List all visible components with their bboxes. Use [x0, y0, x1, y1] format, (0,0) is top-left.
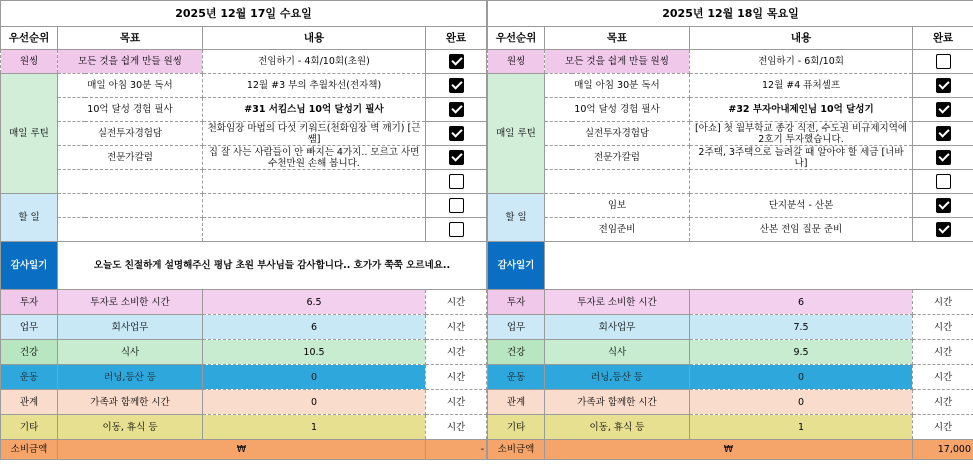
stat-label: 관계 [1, 390, 58, 415]
wonsing-goal: 모든 것을 쉽게 만들 원씽 [58, 50, 203, 74]
routine-content[interactable]: #31 서킴스님 10억 달성기 필사 [203, 98, 426, 122]
todo-label: 할 일 [488, 194, 545, 242]
routine-content[interactable] [690, 170, 913, 194]
stat-description: 가족과 함께한 시간 [58, 390, 203, 415]
day-table [487, 0, 973, 460]
col-goal-header: 목표 [545, 27, 690, 50]
stat-value[interactable]: 6 [690, 290, 913, 315]
routine-content[interactable]: 12월 #4 퓨처셀프 [690, 74, 913, 98]
routine-checkbox-cell [913, 146, 973, 170]
todo-goal[interactable]: 임보 [545, 194, 690, 218]
stat-unit: 시간 [913, 290, 973, 315]
todo-content[interactable]: 산본 전임 질문 준비 [690, 218, 913, 242]
wonsing-goal: 모든 것을 쉽게 만들 원씽 [545, 50, 690, 74]
stat-description: 회사업무 [58, 315, 203, 340]
routine-checkbox-cell [426, 74, 487, 98]
col-priority-header: 우선순위 [488, 27, 545, 50]
todo-checkbox[interactable] [936, 222, 951, 237]
gratitude-text[interactable] [545, 242, 973, 290]
todo-content[interactable] [203, 194, 426, 218]
stat-description: 식사 [545, 340, 690, 365]
routine-content[interactable]: 12월 #3 부의 추월차선(전자책) [203, 74, 426, 98]
routine-checkbox-cell [426, 122, 487, 146]
stat-description: 가족과 함께한 시간 [545, 390, 690, 415]
todo-label: 할 일 [1, 194, 58, 242]
stat-label: 관계 [488, 390, 545, 415]
gratitude-label: 감사일기 [488, 242, 545, 290]
routine-checkbox[interactable] [449, 174, 464, 189]
stat-value[interactable]: 1 [203, 415, 426, 440]
routine-content[interactable]: [아쇼] 첫 월부학교 종강 직전, 수도권 비규제지역에 2호기 투자했습니다. [690, 122, 913, 146]
col-done-header: 완료 [426, 27, 487, 50]
stat-value[interactable]: 0 [690, 390, 913, 415]
gratitude-label: 감사일기 [1, 242, 58, 290]
routine-checkbox[interactable] [449, 126, 464, 141]
spend-currency: ₩ [58, 440, 426, 460]
spend-amount[interactable]: - [426, 440, 487, 460]
stat-label: 기타 [488, 415, 545, 440]
routine-checkbox[interactable] [936, 78, 951, 93]
col-goal-header: 목표 [58, 27, 203, 50]
stat-description: 투자로 소비한 시간 [58, 290, 203, 315]
todo-goal[interactable]: 전임준비 [545, 218, 690, 242]
stat-unit: 시간 [426, 365, 487, 390]
stat-description: 투자로 소비한 시간 [545, 290, 690, 315]
routine-content[interactable]: 천화임장 마법의 다섯 키워드(천화임장 벽 깨기) [근썜] [203, 122, 426, 146]
todo-checkbox[interactable] [449, 198, 464, 213]
routine-content[interactable] [203, 170, 426, 194]
col-content-header: 내용 [690, 27, 913, 50]
routine-goal[interactable]: 전문가칼럼 [58, 146, 203, 170]
stat-label: 투자 [488, 290, 545, 315]
col-done-header: 완료 [913, 27, 973, 50]
todo-checkbox-cell [913, 194, 973, 218]
routine-checkbox-cell [913, 74, 973, 98]
date-header: 2025년 12월 17일 수요일 [1, 1, 487, 27]
routine-goal[interactable] [58, 170, 203, 194]
spend-label: 소비금액 [1, 440, 58, 460]
todo-checkbox-cell [426, 218, 487, 242]
spend-amount[interactable]: 17,000 [913, 440, 973, 460]
col-priority-header: 우선순위 [1, 27, 58, 50]
routine-content[interactable]: 집 잘 사는 사람들이 안 빠지는 4가지.. 모르고 사면 수천만원 손해 봅니다. [203, 146, 426, 170]
stat-unit: 시간 [913, 340, 973, 365]
day-panel-2 [487, 0, 973, 469]
routine-goal[interactable]: 매일 아침 30분 독서 [545, 74, 690, 98]
stat-description: 이동, 휴식 등 [545, 415, 690, 440]
stat-value[interactable]: 6 [203, 315, 426, 340]
wonsing-content[interactable]: 전임하기 - 6회/10회 [690, 50, 913, 74]
wonsing-checkbox-cell [426, 50, 487, 74]
routine-checkbox[interactable] [936, 126, 951, 141]
stat-unit: 시간 [426, 390, 487, 415]
routine-label: 매일 루틴 [488, 74, 545, 194]
todo-content[interactable]: 단지분석 - 산본 [690, 194, 913, 218]
routine-goal[interactable] [545, 170, 690, 194]
wonsing-checkbox-cell [913, 50, 973, 74]
todo-content[interactable] [203, 218, 426, 242]
stat-label: 운동 [488, 365, 545, 390]
stat-unit: 시간 [426, 415, 487, 440]
stat-label: 업무 [488, 315, 545, 340]
stat-label: 건강 [488, 340, 545, 365]
stat-label: 건강 [1, 340, 58, 365]
stat-value[interactable]: 7.5 [690, 315, 913, 340]
todo-goal[interactable] [58, 194, 203, 218]
stat-unit: 시간 [913, 390, 973, 415]
todo-checkbox-cell [426, 194, 487, 218]
stat-value[interactable]: 9.5 [690, 340, 913, 365]
stat-description: 러닝,등산 등 [545, 365, 690, 390]
routine-checkbox-cell [913, 98, 973, 122]
stat-label: 기타 [1, 415, 58, 440]
stat-value[interactable]: 0 [690, 365, 913, 390]
todo-checkbox[interactable] [936, 198, 951, 213]
stat-value[interactable]: 0 [203, 365, 426, 390]
stat-unit: 시간 [426, 290, 487, 315]
routine-checkbox-cell [913, 122, 973, 146]
stat-label: 업무 [1, 315, 58, 340]
routine-checkbox[interactable] [449, 150, 464, 165]
routine-checkbox-cell [426, 170, 487, 194]
routine-checkbox[interactable] [936, 174, 951, 189]
routine-checkbox-cell [426, 146, 487, 170]
day-table [0, 0, 487, 460]
routine-goal[interactable]: 매일 아침 30분 독서 [58, 74, 203, 98]
stat-value[interactable]: 0 [203, 390, 426, 415]
wonsing-content[interactable]: 전임하기 - 4회/10회(초원) [203, 50, 426, 74]
routine-checkbox[interactable] [449, 78, 464, 93]
stat-unit: 시간 [913, 415, 973, 440]
routine-goal[interactable]: 전문가칼럼 [545, 146, 690, 170]
routine-checkbox-cell [426, 98, 487, 122]
wonsing-checkbox[interactable] [936, 54, 951, 69]
stat-unit: 시간 [426, 315, 487, 340]
stat-label: 투자 [1, 290, 58, 315]
spend-currency: ₩ [545, 440, 913, 460]
stat-description: 이동, 휴식 등 [58, 415, 203, 440]
stat-value[interactable]: 6.5 [203, 290, 426, 315]
routine-goal[interactable]: 10억 달성 경험 필사 [58, 98, 203, 122]
wonsing-label: 원씽 [488, 50, 545, 74]
routine-goal[interactable]: 실전투자경험담 [58, 122, 203, 146]
day-panel-1 [0, 0, 486, 469]
stat-value[interactable]: 1 [690, 415, 913, 440]
stat-description: 러닝,등산 등 [58, 365, 203, 390]
stat-unit: 시간 [913, 365, 973, 390]
gratitude-text[interactable]: 오늘도 친절하게 설명해주신 평남 초원 부사님들 감사합니다.. 호가가 쭉쭉 오르네요.. [58, 242, 487, 290]
col-content-header: 내용 [203, 27, 426, 50]
date-header: 2025년 12월 18일 목요일 [488, 1, 973, 27]
routine-checkbox[interactable] [936, 150, 951, 165]
routine-content[interactable]: #32 부자아내제인님 10억 달성기 [690, 98, 913, 122]
stat-label: 운동 [1, 365, 58, 390]
todo-checkbox-cell [913, 218, 973, 242]
wonsing-label: 원씽 [1, 50, 58, 74]
routine-goal[interactable]: 실전투자경험담 [545, 122, 690, 146]
wonsing-checkbox[interactable] [449, 54, 464, 69]
routine-checkbox-cell [913, 170, 973, 194]
routine-label: 매일 루틴 [1, 74, 58, 194]
stat-description: 식사 [58, 340, 203, 365]
todo-checkbox[interactable] [449, 222, 464, 237]
routine-checkbox[interactable] [936, 102, 951, 117]
spend-label: 소비금액 [488, 440, 545, 460]
stat-value[interactable]: 10.5 [203, 340, 426, 365]
routine-checkbox[interactable] [449, 102, 464, 117]
stat-unit: 시간 [913, 315, 973, 340]
stat-unit: 시간 [426, 340, 487, 365]
todo-goal[interactable] [58, 218, 203, 242]
routine-content[interactable]: 2주택, 3주택으로 늘려갈 때 알아야 할 세금 [너바나] [690, 146, 913, 170]
stat-description: 회사업무 [545, 315, 690, 340]
routine-goal[interactable]: 10억 달성 경험 필사 [545, 98, 690, 122]
